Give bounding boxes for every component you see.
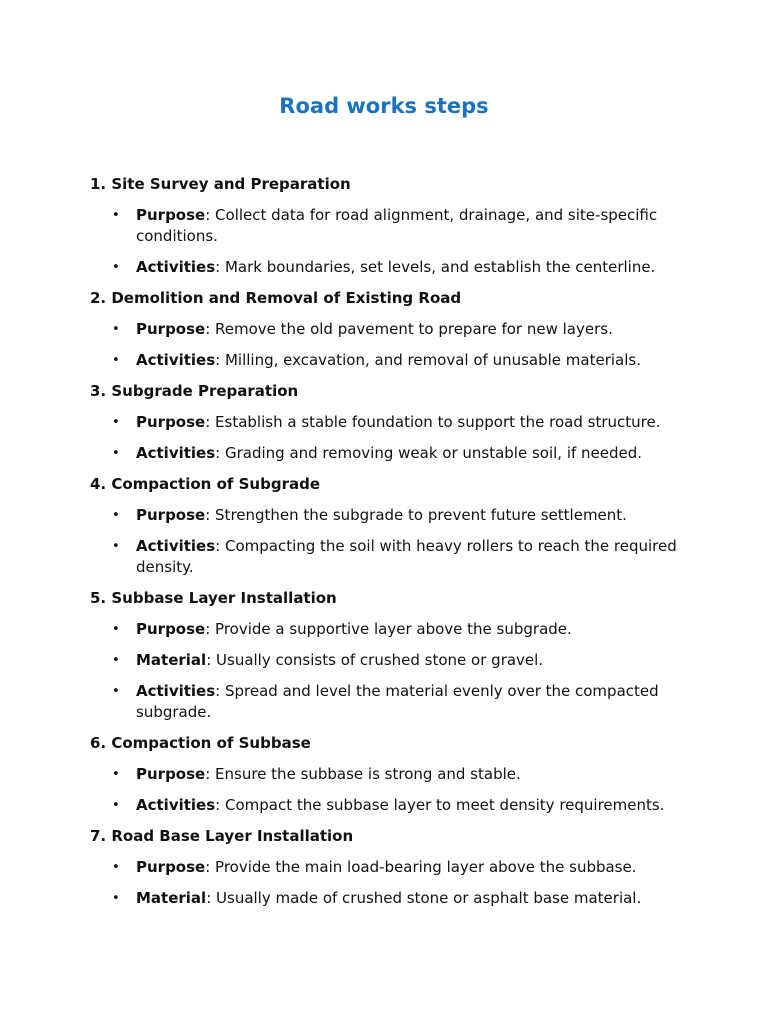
bullet-item [90, 857, 680, 878]
bullet-term: Purpose [136, 506, 206, 524]
bullet-text: : Provide a supportive layer above the subgrade. [205, 620, 572, 638]
bullet-term: Activities [136, 444, 216, 462]
bullet-term: Activities [136, 537, 216, 555]
bullet-item [90, 681, 680, 723]
step-heading: 7. Road Base Layer Installation [90, 827, 354, 845]
bullet-item [90, 505, 680, 526]
bullet-term: Purpose [136, 620, 206, 638]
bullet-item [90, 888, 680, 909]
bullet-text: : Usually made of crushed stone or asphalt base material. [206, 889, 642, 907]
step-item [90, 588, 680, 723]
bullet-term: Activities [136, 258, 216, 276]
bullet-dot-icon: • [112, 891, 120, 906]
bullet-dot-icon: • [112, 446, 120, 461]
bullet-dot-icon: • [112, 653, 120, 668]
bullet-dot-icon: • [112, 622, 120, 637]
step-item [90, 733, 680, 816]
step-heading: 1. Site Survey and Preparation [90, 175, 351, 193]
bullet-term: Activities [136, 351, 216, 369]
step-heading: 2. Demolition and Removal of Existing Road [90, 289, 462, 307]
bullet-item [90, 795, 680, 816]
bullet-text: : Compacting the soil with heavy rollers to reach the required density. [136, 537, 677, 576]
step-bullet-list [90, 205, 680, 278]
step-item [90, 288, 680, 371]
step-bullet-list [90, 619, 680, 723]
bullet-term: Activities [136, 682, 216, 700]
bullet-dot-icon: • [112, 860, 120, 875]
bullet-dot-icon: • [112, 208, 120, 223]
bullet-item [90, 412, 680, 433]
bullet-item [90, 619, 680, 640]
bullet-item [90, 205, 680, 247]
step-heading: 6. Compaction of Subbase [90, 734, 311, 752]
bullet-text: : Strengthen the subgrade to prevent future settlement. [205, 506, 627, 524]
step-bullet-list [90, 505, 680, 578]
step-item [90, 174, 680, 278]
bullet-item [90, 650, 680, 671]
bullet-term: Purpose [136, 206, 206, 224]
bullet-item [90, 764, 680, 785]
step-bullet-list [90, 764, 680, 816]
bullet-text: : Collect data for road alignment, drainage, and site-specific conditions. [136, 206, 658, 245]
bullet-dot-icon: • [112, 767, 120, 782]
bullet-text: : Milling, excavation, and removal of unusable materials. [215, 351, 641, 369]
bullet-text: : Spread and level the material evenly over the compacted subgrade. [136, 682, 659, 721]
bullet-term: Material [136, 889, 207, 907]
bullet-term: Activities [136, 796, 216, 814]
bullet-item [90, 536, 680, 578]
step-heading: 3. Subgrade Preparation [90, 382, 299, 400]
bullet-term: Material [136, 651, 207, 669]
bullet-text: : Ensure the subbase is strong and stable. [205, 765, 521, 783]
bullet-text: : Remove the old pavement to prepare for new layers. [205, 320, 613, 338]
step-bullet-list [90, 857, 680, 909]
bullet-dot-icon: • [112, 798, 120, 813]
bullet-text: : Compact the subbase layer to meet density requirements. [215, 796, 665, 814]
bullet-dot-icon: • [112, 415, 120, 430]
bullet-item [90, 319, 680, 340]
bullet-dot-icon: • [112, 353, 120, 368]
bullet-dot-icon: • [112, 508, 120, 523]
bullet-text: : Mark boundaries, set levels, and establish the centerline. [215, 258, 656, 276]
bullet-text: : Provide the main load-bearing layer above the subbase. [205, 858, 637, 876]
bullet-term: Purpose [136, 858, 206, 876]
step-bullet-list [90, 412, 680, 464]
step-bullet-list [90, 319, 680, 371]
bullet-text: : Establish a stable foundation to support the road structure. [205, 413, 661, 431]
bullet-dot-icon: • [112, 260, 120, 275]
bullet-text: : Grading and removing weak or unstable soil, if needed. [215, 444, 643, 462]
bullet-dot-icon: • [112, 539, 120, 554]
step-item [90, 474, 680, 578]
bullet-item [90, 257, 680, 278]
bullet-item [90, 443, 680, 464]
step-heading: 4. Compaction of Subgrade [90, 475, 321, 493]
bullet-item [90, 350, 680, 371]
bullet-term: Purpose [136, 413, 206, 431]
steps-list [90, 174, 680, 919]
step-heading: 5. Subbase Layer Installation [90, 589, 337, 607]
bullet-text: : Usually consists of crushed stone or gravel. [206, 651, 544, 669]
step-item [90, 381, 680, 464]
bullet-term: Purpose [136, 765, 206, 783]
bullet-dot-icon: • [112, 322, 120, 337]
document-title: Road works steps [279, 94, 489, 118]
step-item [90, 826, 680, 909]
bullet-term: Purpose [136, 320, 206, 338]
bullet-dot-icon: • [112, 684, 120, 699]
